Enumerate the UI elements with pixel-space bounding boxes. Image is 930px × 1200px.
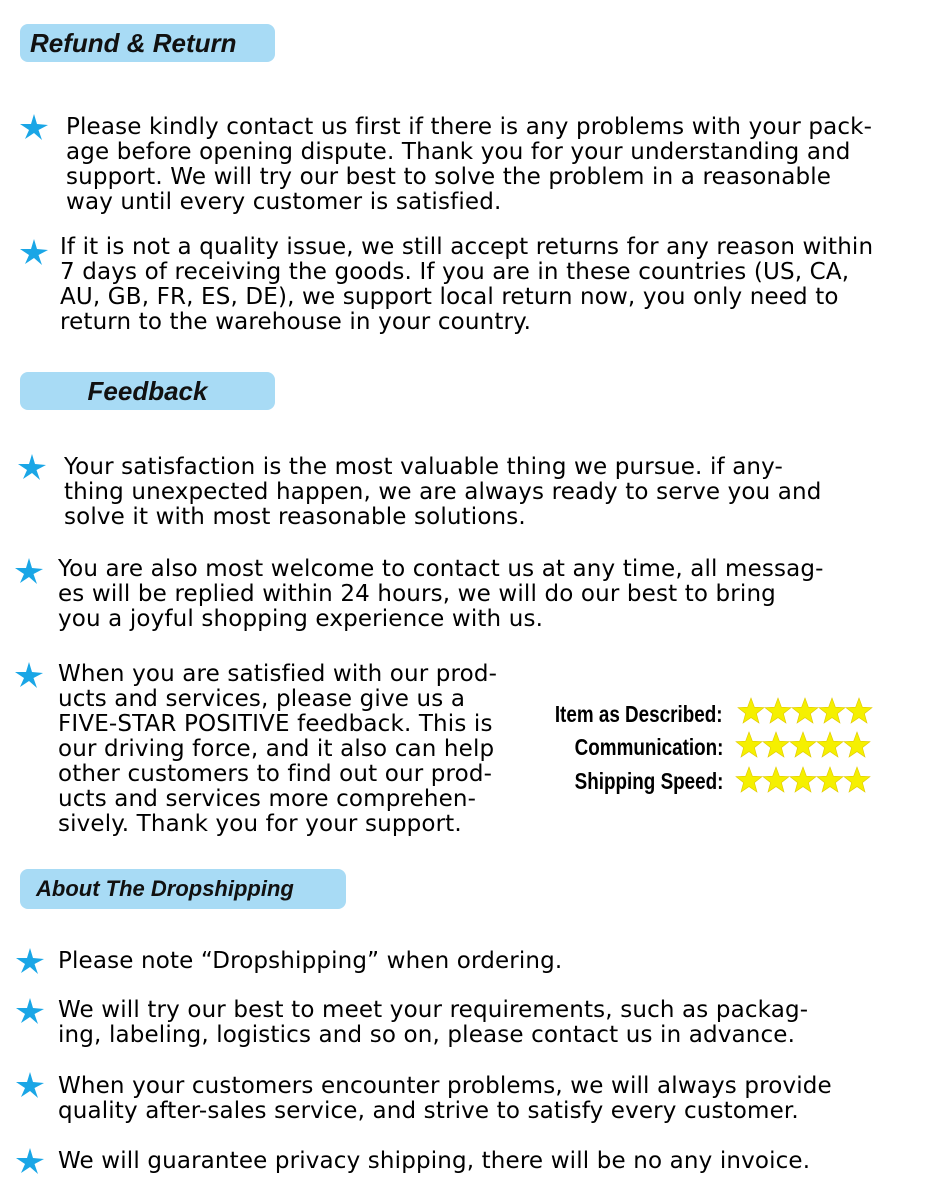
rating-label-shipping-speed: Shipping Speed:	[574, 768, 723, 794]
section-header-refund	[20, 24, 275, 62]
rating-star-icon	[791, 697, 819, 725]
rating-star-icon	[762, 766, 790, 794]
text-line: ing, labeling, logistics and so on, please contact us in advance.	[58, 1022, 796, 1048]
text-line: FIVE-STAR POSITIVE feedback. This is	[58, 711, 493, 737]
rating-star-icon	[816, 766, 844, 794]
blue-star-icon	[15, 996, 45, 1026]
rating-star-icon	[816, 731, 844, 759]
section-header-feedback	[20, 372, 275, 410]
rating-star-icon	[735, 731, 763, 759]
rating-star-icon	[737, 697, 765, 725]
blue-star-icon	[17, 452, 47, 482]
text-line: You are also most welcome to contact us at any time, all messag-	[58, 556, 824, 582]
paragraph	[58, 998, 808, 1048]
text-line: quality after-sales service, and strive to satisfy every customer.	[58, 1098, 799, 1124]
section-title: Refund & Return	[30, 27, 237, 58]
blue-star-icon	[15, 946, 45, 976]
text-line: thing unexpected happen, we are always ready to serve you and	[64, 479, 822, 505]
paragraph	[58, 949, 562, 974]
text-line: way until every customer is satisfied.	[66, 189, 502, 215]
text-line: our driving force, and it also can help	[58, 736, 495, 762]
blue-star-icon	[14, 660, 44, 690]
text-line: When you are satisfied with our prod-	[58, 661, 498, 687]
paragraph	[58, 557, 824, 632]
text-line: age before opening dispute. Thank you for your understanding and	[66, 139, 851, 165]
text-line: ucts and services, please give us a	[58, 686, 466, 712]
text-line: you a joyful shopping experience with us.	[58, 606, 544, 632]
rating-star-icon	[843, 766, 871, 794]
rating-star-icon	[845, 697, 873, 725]
text-line: When your customers encounter problems, we will always provide	[58, 1073, 832, 1099]
rating-star-icon	[764, 697, 792, 725]
rating-label-communication: Communication:	[574, 734, 723, 760]
paragraph	[60, 235, 873, 335]
rating-star-icon	[735, 766, 763, 794]
text-line: sively. Thank you for your support.	[58, 811, 462, 837]
text-line: We will try our best to meet your requirements, such as packag-	[58, 997, 809, 1023]
text-line: 7 days of receiving the goods. If you are in these countries (US, CA,	[60, 259, 850, 285]
rating-stars	[735, 731, 870, 759]
rating-star-icon	[789, 766, 817, 794]
text-line: ucts and services more comprehen-	[58, 786, 477, 812]
blue-star-icon	[15, 1146, 45, 1176]
rating-stars	[735, 766, 870, 794]
text-line: es will be replied within 24 hours, we will do our best to bring	[58, 581, 776, 607]
rating-stars	[737, 697, 872, 725]
paragraph	[66, 115, 872, 215]
paragraph	[64, 455, 822, 530]
paragraph	[58, 1074, 832, 1124]
blue-star-icon	[15, 1070, 45, 1100]
blue-star-icon	[19, 112, 49, 142]
rating-star-icon	[789, 731, 817, 759]
paragraph	[58, 1149, 810, 1174]
section-header-dropshipping	[20, 869, 346, 909]
text-line: If it is not a quality issue, we still accept returns for any reason within	[60, 234, 874, 260]
blue-star-icon	[14, 556, 44, 586]
text-line: We will guarantee privacy shipping, there will be no any invoice.	[58, 1148, 811, 1174]
text-line: return to the warehouse in your country.	[60, 309, 532, 335]
rating-label-item-described: Item as Described:	[555, 701, 723, 727]
text-line: support. We will try our best to solve the problem in a reasonable	[66, 164, 832, 190]
text-line: AU, GB, FR, ES, DE), we support local return now, you only need to	[60, 284, 839, 310]
blue-star-icon	[19, 237, 49, 267]
text-line: other customers to find out our prod-	[58, 761, 493, 787]
text-line: Please kindly contact us first if there is any problems with your pack-	[66, 114, 873, 140]
rating-star-icon	[843, 731, 871, 759]
rating-star-icon	[762, 731, 790, 759]
text-line: Please note “Dropshipping” when ordering.	[58, 948, 563, 974]
paragraph	[58, 662, 497, 837]
rating-star-icon	[818, 697, 846, 725]
section-title: About The Dropshipping	[36, 876, 294, 901]
section-title: Feedback	[87, 375, 208, 406]
text-line: Your satisfaction is the most valuable thing we pursue. if any-	[64, 454, 783, 480]
text-line: solve it with most reasonable solutions.	[64, 504, 526, 530]
